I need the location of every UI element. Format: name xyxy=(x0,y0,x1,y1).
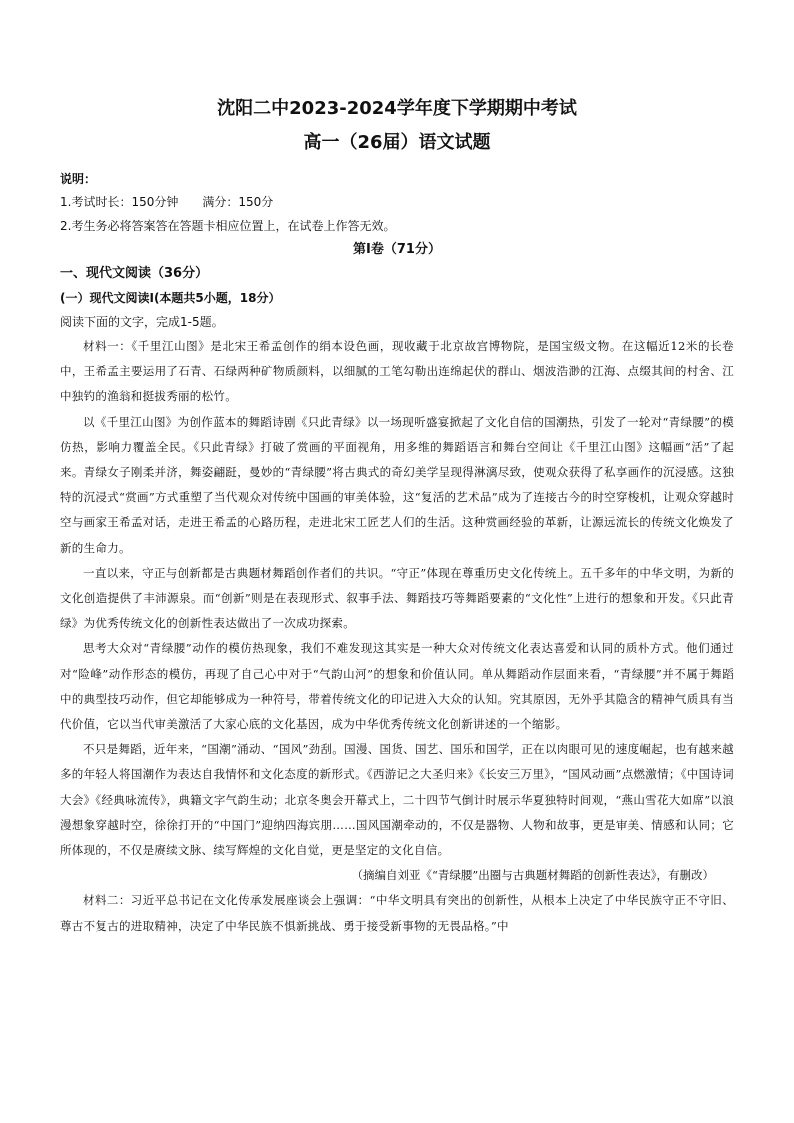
material-paragraph: 材料一：《千里江山图》是北宋王希孟创作的绢本设色画，现收藏于北京故宫博物院，是国宝级文物。在这幅近12米的长卷中，王希孟主要运用了石青、石绿两种矿物质颜料，以细腻的工笔勾勒出连绵起伏的群山、烟波浩渺的江海、点缀其间的村舍、江中独钓的渔翁和挺拔秀丽的松竹。 xyxy=(60,339,734,404)
subsection-title: (一）现代文阅读I(本题共5小题，18分） xyxy=(60,291,281,305)
exam-page xyxy=(60,92,734,939)
material-paragraph: 不只是舞蹈，近年来，“国潮”涌动、“国风”劲刮。国漫、国货、国艺、国乐和国学，正在以肉眼可见的速度崛起，也有越来越多的年轻人将国潮作为表达自我情怀和文化态度的新形式。《西游记之大圣归来》《长安三万里》，“国风动画”点燃激情；《中国诗词大会》《经典咏流传》，典籍文字气韵生动；北京冬奥会开幕式上，二十四节气倒计时展示华夏独特时间观，“燕山雪花大如席”以浪漫想象穿越时空，徐徐打开的“中国门”迎纳四海宾朋……国风国潮牵动的，不仅是器物、人物和故事，更是审美、情感和认同；它所体现的，不仅是赓续文脉、续写辉煌的文化自觉，更是坚定的文化自信。 xyxy=(60,742,734,858)
part-title: 第Ⅰ卷（71分） xyxy=(353,242,441,257)
material-paragraph: 材料二：习近平总书记在文化传承发展座谈会上强调：“中华文明具有突出的创新性，从根本上决定了中华民族守正不守旧、尊古不复古的进取精神，决定了中华民族不惧新挑战、勇于接受新事物的无畏品格。”中 xyxy=(60,893,734,933)
exam-title: 沈阳二中2023-2024学年度下学期期中考试 xyxy=(217,98,577,119)
reading-instruction: 阅读下面的文字，完成1-5题。 xyxy=(60,315,224,329)
material-source: （摘编自刘亚《“青绿腰”出圈与古典题材舞蹈的创新性表达》，有删改） xyxy=(351,868,714,883)
notes-item-1: 1.考试时长：150分钟 满分：150分 xyxy=(60,195,274,209)
exam-subtitle: 高一（26届）语文试题 xyxy=(303,132,491,153)
notes-item-2: 2.考生务必将答案答在答题卡相应位置上，在试卷上作答无效。 xyxy=(60,219,396,233)
material-paragraph: 一直以来，守正与创新都是古典题材舞蹈创作者们的共识。“守正”体现在尊重历史文化传统上。五千多年的中华文明，为新的文化创造提供了丰沛源泉。而“创新”则是在表现形式、叙事手法、舞蹈技巧等舞蹈要素的“文化性”上进行的想象和开发。《只此青绿》为优秀传统文化的创新性表达做出了一次成功探索。 xyxy=(60,565,734,631)
notes-label: 说明： xyxy=(60,172,97,186)
material-paragraph: 以《千里江山图》为创作蓝本的舞蹈诗剧《只此青绿》以一场现听盛宴掀起了文化自信的国潮热，引发了一轮对“青绿腰”的模仿热，影响力覆盖全民。《只此青绿》打破了赏画的平面视角，用多维的舞蹈语言和舞台空间让《千里江山图》这幅画“活”了起来。青绿女子刚柔并济，舞姿翩跹，曼妙的“青绿腰”将古典式的奇幻美学呈现得淋漓尽致，使观众获得了私享画作的沉浸感。这独特的沉浸式“赏画”方式重塑了当代观众对传统中国画的审美体验，这“复活的艺术品”成为了连接古今的时空穿梭机，让观众穿越时空与画家王希孟对话，走进王希孟的心路历程，走进北宋工匠艺人们的生活。这种赏画经验的革新，让源远流长的传统文化焕发了新的生命力。 xyxy=(60,414,734,555)
material-paragraph: 思考大众对“青绿腰”动作的模仿热现象，我们不难发现这其实是一种大众对传统文化表达喜爱和认同的质朴方式。他们通过对“险峰”动作形态的模仿，再现了自己心中对于“气韵山河”的想象和价值认同。单从舞蹈动作层面来看，“青绿腰”并不属于舞蹈中的典型技巧动作，但它却能够成为一种符号，带着传统文化的印记进入大众的认知。究其原因，无外乎其隐含的精神气质具有当代价值，它以当代审美激活了大家心底的文化基因，成为中华优秀传统文化创新讲述的一个缩影。 xyxy=(60,641,734,732)
section-title: 一、现代文阅读（36分） xyxy=(60,266,209,281)
